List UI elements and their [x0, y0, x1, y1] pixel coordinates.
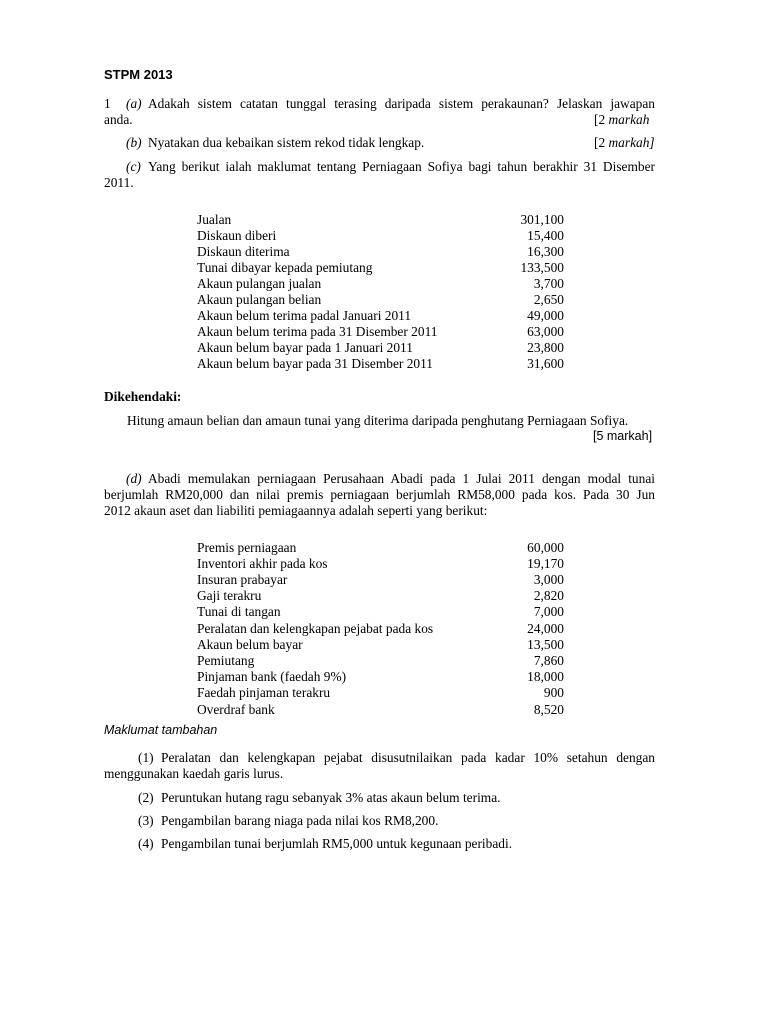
table-row-label: Akaun belum bayar: [197, 637, 303, 652]
table-row-label: Peralatan dan kelengkapan pejabat pada kos: [197, 621, 434, 636]
table-row-value: 31,600: [527, 356, 564, 371]
part-c-label: (c): [126, 159, 141, 174]
part-d-text-line3: 2012 akaun aset dan liabiliti pemiagaannya adalah seperti yang berikut:: [104, 503, 488, 518]
part-a-text-line2: anda.: [104, 112, 133, 127]
extra-item-number: (1): [138, 750, 154, 765]
part-d-label: (d): [126, 471, 142, 486]
table-row-label: Pinjaman bank (faedah 9%): [197, 669, 347, 684]
part-a-marks: [594, 112, 649, 128]
table-row-value: 24,000: [527, 621, 564, 636]
table-row-value: 7,000: [533, 604, 564, 619]
question-number: 1: [104, 96, 111, 111]
table-row-label: Inventori akhir pada kos: [197, 556, 328, 571]
table-row-value: 23,800: [527, 340, 564, 355]
table-row-value: 19,170: [527, 556, 564, 571]
table-row-value: 2,650: [533, 292, 564, 307]
table-row-label: Akaun belum bayar pada 31 Disember 2011: [197, 356, 434, 371]
extra-item-text: Pengambilan barang niaga pada nilai kos RM8,200.: [161, 813, 439, 828]
table-row-value: 900: [543, 685, 564, 700]
part-b-text: Nyatakan dua kebaikan sistem rekod tidak lengkap.: [148, 135, 425, 150]
part-c-text-line2: 2011.: [104, 175, 134, 190]
table-row-label: Insuran prabayar: [197, 572, 288, 587]
part-d-text-line2: berjumlah RM20,000 dan nilai premis perniagaan berjumlah RM58,000 pada kos. Pada 30 Jun: [104, 487, 655, 502]
table-row-label: Akaun pulangan jualan: [197, 276, 322, 291]
required-text: Hitung amaun belian dan amaun tunai yang diterima daripada penghutang Perniagaan Sofiya.: [127, 413, 629, 428]
extra-item-text-line2: menggunakan kaedah garis lurus.: [104, 766, 284, 781]
table-row-label: Pemiutang: [197, 653, 255, 668]
table-row-label: Akaun belum terima padal Januari 2011: [197, 308, 412, 323]
required-heading: Dikehendaki:: [104, 389, 182, 404]
part-b-marks: [2 markah]: [594, 135, 655, 150]
table-row-label: Diskaun diberi: [197, 228, 277, 243]
table-row-value: 63,000: [527, 324, 564, 339]
extra-item-number: (2): [138, 790, 154, 805]
table-row-label: Premis perniagaan: [197, 540, 297, 555]
table-row-label: Akaun belum terima pada 31 Disember 2011: [197, 324, 438, 339]
part-d-text-line1: Abadi memulakan perniagaan Perusahaan Abadi pada 1 Julai 2011 dengan modal tunai: [148, 471, 655, 486]
table-row-value: 7,860: [533, 653, 564, 668]
table-row-value: 8,520: [533, 702, 564, 717]
table-row-label: Faedah pinjaman terakru: [197, 685, 331, 700]
extra-item-number: (3): [138, 813, 154, 828]
table-row-value: 301,100: [520, 212, 564, 227]
table-row-label: Gaji terakru: [197, 588, 262, 603]
document-title: STPM 2013: [104, 67, 173, 82]
part-a-label: (a): [126, 96, 142, 111]
extra-item-text: Pengambilan tunai berjumlah RM5,000 untuk kegunaan peribadi.: [161, 836, 513, 851]
extra-item-number: (4): [138, 836, 154, 851]
part-a-text-line1: Adakah sistem catatan tunggal terasing daripada sistem perakaunan? Jelaskan jawapan: [148, 96, 655, 111]
part-c-text-line1: Yang berikut ialah maklumat tentang Perniagaan Sofiya bagi tahun berakhir 31 Disember: [148, 159, 655, 174]
table-row-label: Overdraf bank: [197, 702, 275, 717]
table-row-value: 60,000: [527, 540, 564, 555]
part-a-marks-text: [2 markah: [594, 112, 650, 127]
table-row-label: Akaun belum bayar pada 1 Januari 2011: [197, 340, 413, 355]
table-row-label: Tunai dibayar kepada pemiutang: [197, 260, 373, 275]
table-row-label: Tunai di tangan: [197, 604, 281, 619]
part-b-label: (b): [126, 135, 142, 150]
table-row-label: Diskaun diterima: [197, 244, 290, 259]
table-row-value: 2,820: [533, 588, 564, 603]
table-row-value: 3,000: [533, 572, 564, 587]
table-row-value: 16,300: [527, 244, 564, 259]
extra-item-text: Peruntukan hutang ragu sebanyak 3% atas akaun belum terima.: [161, 790, 501, 805]
extra-info-heading: Maklumat tambahan: [104, 723, 218, 737]
extra-item-text-line1: Peralatan dan kelengkapan pejabat disusutnilaikan pada kadar 10% setahun dengan: [161, 750, 655, 765]
table-row-value: 49,000: [527, 308, 564, 323]
table-row-label: Akaun pulangan belian: [197, 292, 322, 307]
table-row-value: 15,400: [527, 228, 564, 243]
table-row-value: 13,500: [527, 637, 564, 652]
table-row-value: 133,500: [520, 260, 564, 275]
table-row-value: 3,700: [533, 276, 564, 291]
table-row-value: 18,000: [527, 669, 564, 684]
part-c-marks: [5 markah]: [593, 429, 653, 443]
table-row-label: Jualan: [197, 212, 232, 227]
